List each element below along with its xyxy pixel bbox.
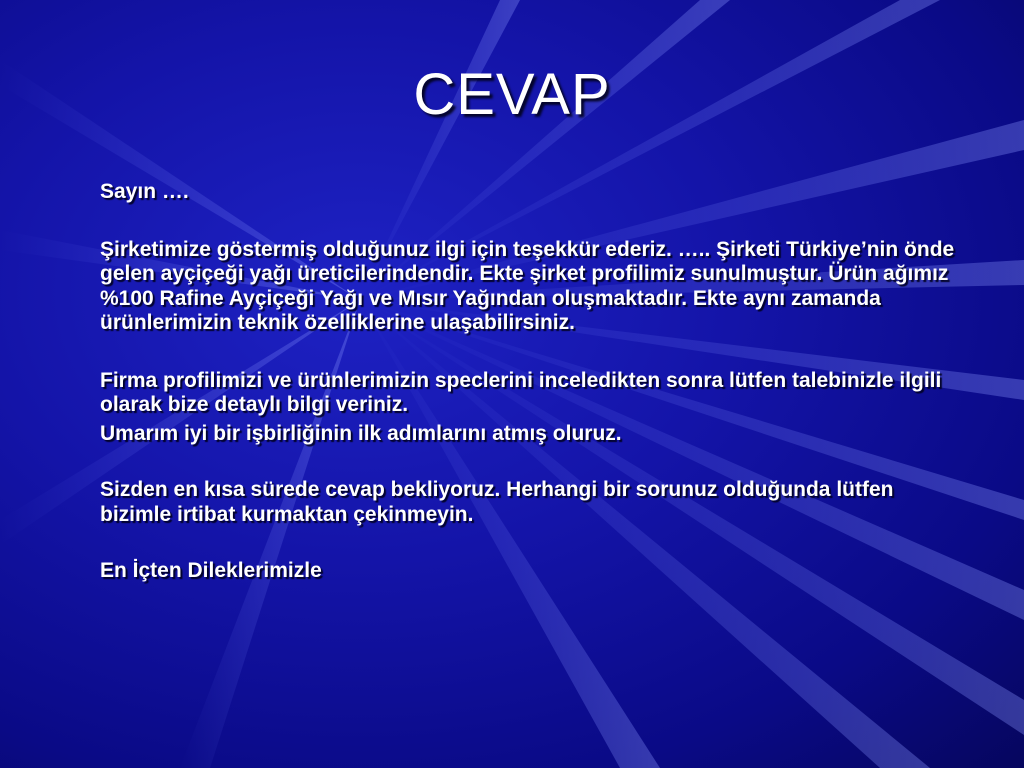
paragraph-company-intro: Şirketimize göstermiş olduğunuz ilgi için teşekkür ederiz. ….. Şirketi Türkiye’nin önde gelen ayçiçeği yağı üreticilerindendir. Ekte şirket profilimiz sunulmuştur. Ürün ağımız %100 Rafine Ayçiçeği Yağı ve Mısır Yağından oluşmaktadır. Ekte aynı zamanda ürünlerimizin teknik özelliklerine ulaşabilirsiniz. bbox=[100, 237, 955, 334]
paragraph-cooperation: Umarım iyi bir işbirliğinin ilk adımlarını atmış oluruz. bbox=[100, 421, 622, 445]
greeting-text: Sayın …. bbox=[100, 180, 189, 203]
paragraph-request-details: Firma profilimizi ve ürünlerimizin speclerini inceledikten sonra lütfen talebinizle ilgili olarak bize detaylı bilgi veriniz. bbox=[100, 368, 942, 416]
slide-title: CEVAP bbox=[413, 62, 611, 127]
closing-text: En İçten Dileklerimizle bbox=[100, 559, 322, 582]
slide-body bbox=[100, 180, 960, 584]
paragraph-awaiting-reply: Sizden en kısa sürede cevap bekliyoruz. Herhangi bir sorunuz olduğunda lütfen bizimle irtibat kurmaktan çekinmeyin. bbox=[100, 478, 894, 526]
